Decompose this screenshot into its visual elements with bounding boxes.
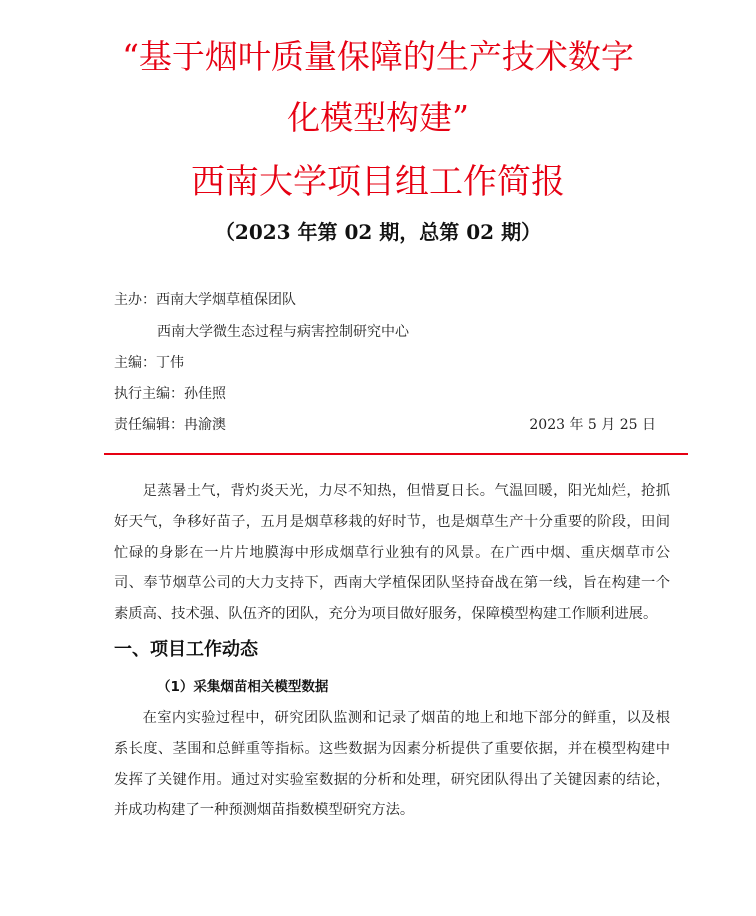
red-divider	[104, 453, 688, 455]
intro-paragraph: 足蒸暑土气，背灼炎天光，力尽不知热，但惜夏日长。气温回暖，阳光灿烂，抢抓好天气，争移好苗子，五月是烟草移栽的好时节，也是烟草生产十分重要的阶段，田间忙碌的身影在一片片地膜海中形成烟草行业独有的风景。在广西中烟、重庆烟草市公司、奉节烟草公司的大力支持下，西南大学植保团队坚持奋战在第一线，旨在构建一个素质高、技术强、队伍齐的团队，充分为项目做好服务，保障模型构建工作顺利进展。	[114, 483, 670, 623]
sponsor-line: 主办：西南大学烟草植保团队	[114, 292, 296, 308]
title-line-3: 西南大学项目组工作简报	[191, 162, 565, 202]
title-line-1: “基于烟叶质量保障的生产技术数字	[122, 37, 634, 76]
responsible-editor-line: 责任编辑：冉渝澳	[114, 417, 226, 433]
executive-editor-line: 执行主编：孙佳照	[114, 386, 226, 402]
issue-number: （2023 年第 02 期，总第 02 期）	[214, 220, 542, 244]
title-line-2: 化模型构建”	[287, 98, 469, 137]
publish-date: 2023 年 5 月 25 日	[529, 417, 656, 433]
subsection-paragraph: 在室内实验过程中，研究团队监测和记录了烟苗的地上和地下部分的鲜重，以及根系长度、茎围和总鲜重等指标。这些数据为因素分析提供了重要依据，并在模型构建中发挥了关键作用。通过对实验室数据的分析和处理，研究团队得出了关键因素的结论，并成功构建了一种预测烟苗指数模型研究方法。	[114, 710, 670, 819]
subsection-heading: （1）采集烟苗相关模型数据	[157, 679, 329, 695]
editor-in-chief-line: 主编：丁伟	[114, 355, 184, 371]
section-heading: 一、项目工作动态	[114, 639, 258, 660]
sponsor-line-2: 西南大学微生态过程与病害控制研究中心	[157, 324, 409, 340]
